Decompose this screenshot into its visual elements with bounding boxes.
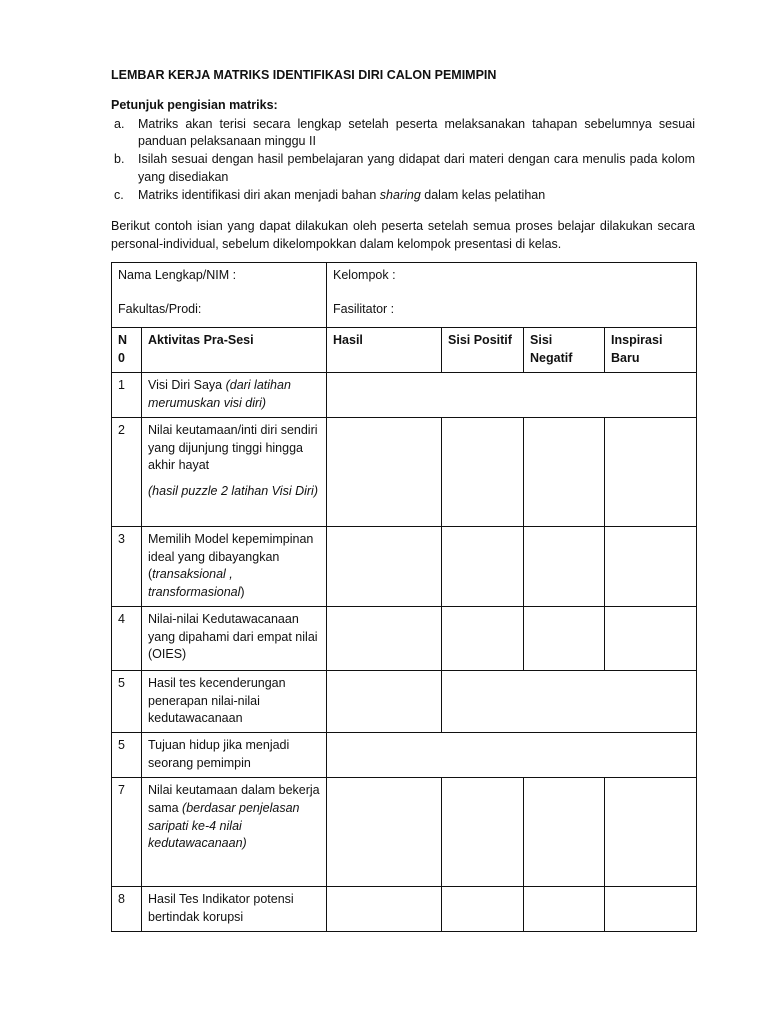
activity-text: Memilih Model kepemimpinan ideal yang dibayangkan ( <box>148 531 314 582</box>
instruction-item <box>111 151 695 187</box>
group-label: Kelompok : <box>333 267 396 282</box>
answer-cell-merged[interactable] <box>442 670 697 732</box>
identity-left-cell[interactable] <box>112 262 327 327</box>
negative-cell[interactable] <box>524 778 605 887</box>
header-result: Hasil <box>327 327 442 372</box>
table-row <box>112 670 697 732</box>
row-activity: Nilai-nilai Kedutawacanaan yang dipahami dari empat nilai (OIES) <box>142 606 327 670</box>
row-number: 2 <box>112 417 142 526</box>
row-number: 8 <box>112 887 142 932</box>
inspiration-cell[interactable] <box>605 526 697 606</box>
facilitator-label: Fasilitator : <box>333 301 395 316</box>
activity-note: transaksional , transformasional <box>148 567 241 599</box>
negative-cell[interactable] <box>524 526 605 606</box>
header-activity: Aktivitas Pra-Sesi <box>142 327 327 372</box>
table-row <box>112 526 697 606</box>
inspiration-cell[interactable] <box>605 417 697 526</box>
row-number: 1 <box>112 372 142 417</box>
row-activity <box>142 778 327 887</box>
negative-cell[interactable] <box>524 887 605 932</box>
row-activity <box>142 526 327 606</box>
identity-right-cell[interactable] <box>327 262 697 327</box>
row-number: 3 <box>112 526 142 606</box>
identity-row <box>112 262 697 327</box>
table-row <box>112 417 697 526</box>
row-number: 4 <box>112 606 142 670</box>
result-cell[interactable] <box>327 778 442 887</box>
row-activity: Hasil tes kecenderungan penerapan nilai-nilai kedutawacanaan <box>142 670 327 732</box>
intro-paragraph: Berikut contoh isian yang dapat dilakukan oleh peserta setelah semua proses belajar dilakukan secara personal-individual, sebelum dikelompokkan dalam kelompok presentasi di kelas. <box>111 219 695 251</box>
header-no <box>112 327 142 372</box>
instructions-heading: Petunjuk pengisian matriks: <box>111 97 278 112</box>
table-row <box>112 733 697 778</box>
inspiration-cell[interactable] <box>605 778 697 887</box>
result-cell[interactable] <box>327 887 442 932</box>
result-cell[interactable] <box>327 526 442 606</box>
positive-cell[interactable] <box>442 606 524 670</box>
row-activity: Hasil Tes Indikator potensi bertindak korupsi <box>142 887 327 932</box>
table-row <box>112 606 697 670</box>
negative-cell[interactable] <box>524 606 605 670</box>
header-positive-side: Sisi Positif <box>442 327 524 372</box>
instruction-marker: b. <box>114 152 125 166</box>
answer-cell-merged[interactable] <box>327 733 697 778</box>
row-number: 5 <box>112 670 142 732</box>
instruction-marker: a. <box>114 116 125 131</box>
name-nim-label: Nama Lengkap/NIM : <box>118 267 237 282</box>
activity-note: (hasil puzzle 2 latihan Visi Diri) <box>148 484 318 498</box>
document-title: LEMBAR KERJA MATRIKS IDENTIFIKASI DIRI CALON PEMIMPIN <box>111 68 497 82</box>
positive-cell[interactable] <box>442 778 524 887</box>
document-content <box>111 67 695 932</box>
result-cell[interactable] <box>327 417 442 526</box>
table-row <box>112 372 697 417</box>
header-no-line2: 0 <box>118 350 125 365</box>
positive-cell[interactable] <box>442 526 524 606</box>
positive-cell[interactable] <box>442 417 524 526</box>
result-cell[interactable] <box>327 606 442 670</box>
header-no-line1: N <box>118 332 128 347</box>
positive-cell[interactable] <box>442 887 524 932</box>
activity-text: Visi Diri Saya <box>148 377 226 392</box>
activity-text: Nilai keutamaan dalam bekerja sama <box>148 783 320 815</box>
faculty-label: Fakultas/Prodi: <box>118 301 202 316</box>
instruction-item <box>111 187 695 205</box>
header-new-inspiration: Inspirasi Baru <box>605 327 697 372</box>
result-cell[interactable] <box>327 670 442 732</box>
instruction-text: dalam kelas pelatihan <box>420 187 546 202</box>
table-row <box>112 778 697 887</box>
instruction-text: Isilah sesuai dengan hasil pembelajaran yang didapat dari materi dengan cara menulis pada kolom yang disediakan <box>138 152 695 184</box>
instruction-italic-text: sharing <box>379 187 421 202</box>
header-row <box>112 327 697 372</box>
header-negative-side: Sisi Negatif <box>524 327 605 372</box>
row-number: 5 <box>112 733 142 778</box>
instruction-item <box>111 116 695 152</box>
activity-text: Nilai keutamaan/inti diri sendiri yang dijunjung tinggi hingga akhir hayat <box>148 422 318 473</box>
instructions-list <box>111 116 695 205</box>
inspiration-cell[interactable] <box>605 887 697 932</box>
identification-matrix-table <box>111 262 697 932</box>
instruction-text: Matriks akan terisi secara lengkap setelah peserta melaksanakan tahapan sebelumnya sesuai panduan pelaksanaan minggu II <box>138 116 695 149</box>
instruction-text: Matriks identifikasi diri akan menjadi bahan <box>138 187 380 202</box>
activity-note: (dari latihan merumuskan visi diri) <box>148 377 291 410</box>
row-number: 7 <box>112 778 142 887</box>
activity-note: (berdasar penjelasan saripati ke-4 nilai kedutawacanaan) <box>148 800 300 851</box>
answer-cell-merged[interactable] <box>327 372 697 417</box>
row-activity: Tujuan hidup jika menjadi seorang pemimpin <box>142 733 327 778</box>
activity-text-end: ) <box>240 585 245 599</box>
inspiration-cell[interactable] <box>605 606 697 670</box>
instruction-marker: c. <box>114 187 124 202</box>
negative-cell[interactable] <box>524 417 605 526</box>
row-activity <box>142 417 327 526</box>
row-activity <box>142 372 327 417</box>
table-row <box>112 887 697 932</box>
